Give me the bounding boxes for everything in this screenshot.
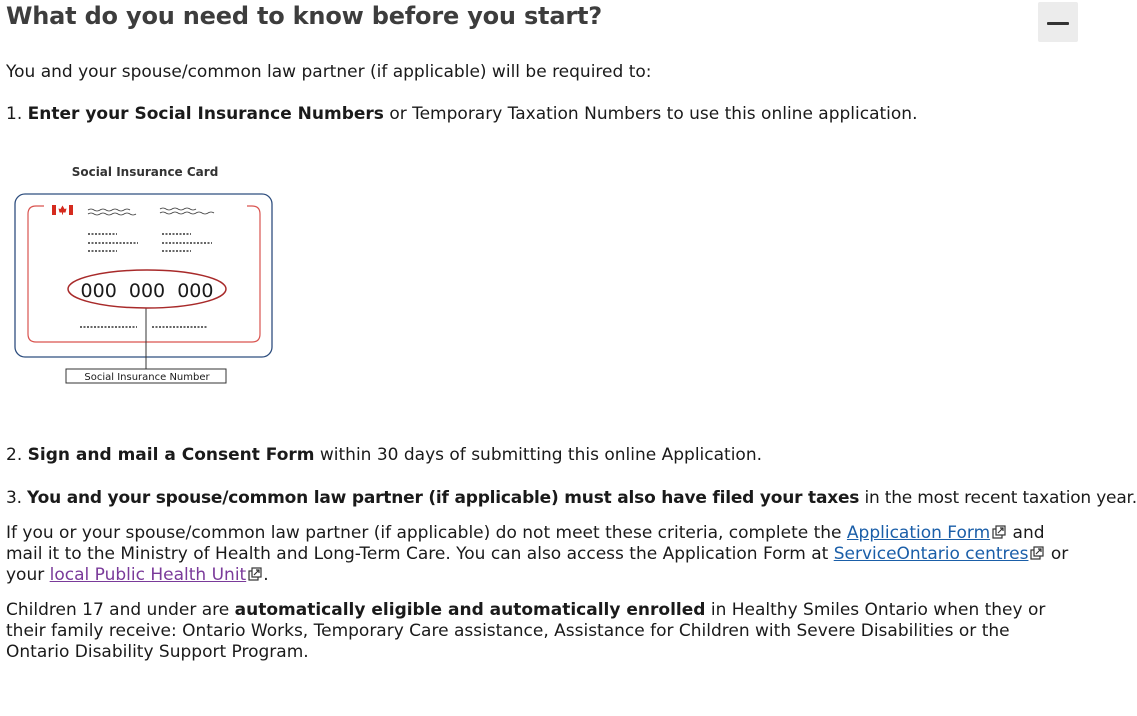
sin-number: 000 000 000 bbox=[80, 280, 214, 302]
children-paragraph bbox=[6, 600, 1074, 663]
minus-icon bbox=[1047, 22, 1069, 25]
step-3-bold: You and your spouse/common law partner (if applicable) must also have filed your taxes bbox=[27, 488, 860, 508]
criteria-text-2: and mail it to the Ministry of Health and Long-Term Care. You can also access the Application Form at bbox=[6, 523, 1045, 564]
step-1-number: 1. bbox=[6, 104, 23, 124]
sin-label: Social Insurance Number bbox=[84, 372, 210, 383]
sin-card-illustration bbox=[0, 150, 290, 390]
public-health-unit-link[interactable]: local Public Health Unit bbox=[49, 565, 247, 585]
step-2 bbox=[6, 445, 762, 466]
criteria-text-4: . bbox=[263, 565, 269, 585]
step-3-rest: in the most recent taxation year. bbox=[864, 488, 1137, 508]
collapse-button[interactable] bbox=[1038, 2, 1078, 42]
external-link-icon bbox=[1030, 546, 1044, 560]
step-2-number: 2. bbox=[6, 445, 23, 465]
step-2-bold: Sign and mail a Consent Form bbox=[27, 445, 315, 465]
external-link-icon bbox=[248, 567, 262, 581]
application-form-link[interactable]: Application Form bbox=[846, 523, 991, 543]
step-3-number: 3. bbox=[6, 488, 22, 508]
step-1-bold: Enter your Social Insurance Numbers bbox=[27, 104, 384, 124]
card-title: Social Insurance Card bbox=[71, 165, 219, 179]
step-3 bbox=[6, 488, 1137, 509]
children-text-2: in Healthy Smiles Ontario when they or their family receive: Ontario Works, Temporary Care assistance, Assistance for Children with Severe Disabilities or the Ontario Disability Support Program. bbox=[6, 600, 1046, 662]
criteria-text-1: If you or your spouse/common law partner (if applicable) do not meet these criteria, complete the bbox=[6, 523, 842, 543]
external-link-icon bbox=[992, 525, 1006, 539]
children-bold: automatically eligible and automatically enrolled bbox=[234, 600, 706, 620]
card-squiggle-left-1 bbox=[88, 209, 130, 211]
criteria-text-3: or your bbox=[6, 544, 1069, 585]
serviceontario-link[interactable]: ServiceOntario centres bbox=[833, 544, 1029, 564]
card-squiggle-left-2 bbox=[88, 213, 136, 215]
children-text-1: Children 17 and under are bbox=[6, 600, 230, 620]
section-heading: What do you need to know before you start? bbox=[6, 2, 602, 30]
step-2-rest: within 30 days of submitting this online Application. bbox=[319, 445, 762, 465]
step-1 bbox=[6, 104, 917, 125]
intro-text: You and your spouse/common law partner (if applicable) will be required to: bbox=[6, 62, 652, 82]
card-squiggle-right-1 bbox=[160, 208, 196, 210]
step-1-rest: or Temporary Taxation Numbers to use this online application. bbox=[389, 104, 918, 124]
canada-flag-icon bbox=[52, 205, 73, 215]
criteria-paragraph bbox=[6, 523, 1074, 586]
card-squiggle-right-2 bbox=[160, 212, 214, 214]
